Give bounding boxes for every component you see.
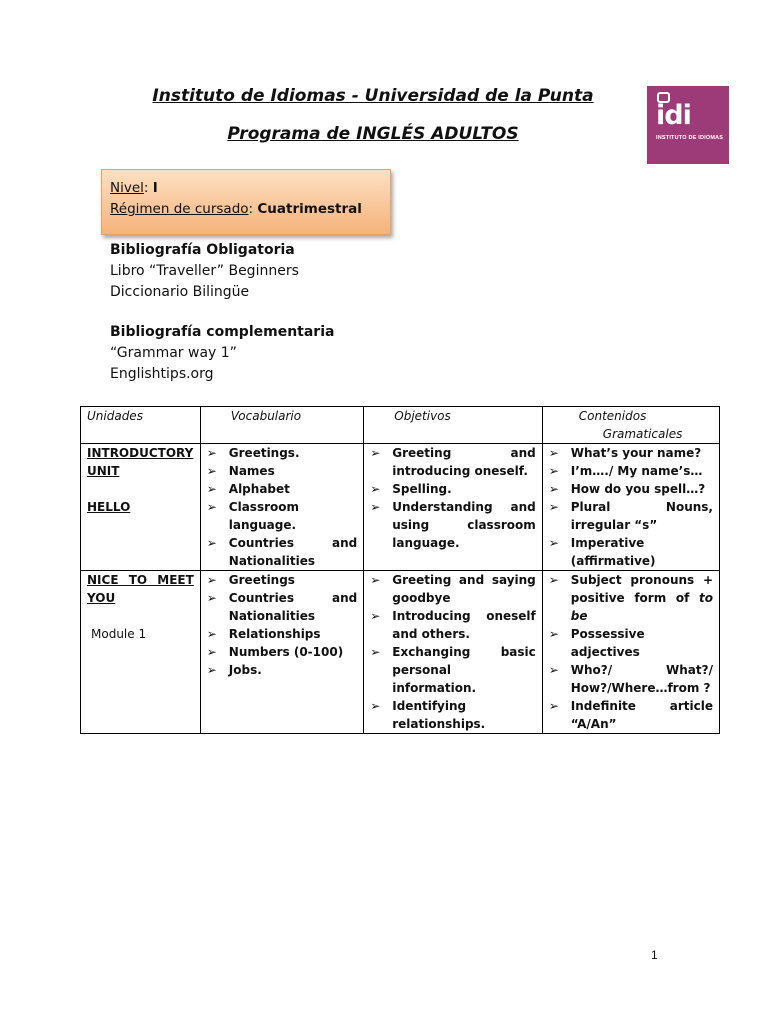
list-item: ➢ Alphabet — [207, 480, 357, 498]
grammar-text: Subject pronouns + positive form of — [570, 573, 713, 605]
list-item: ➢ Numbers (0-100) — [207, 643, 357, 661]
list-item: ➢ Countries and Nationalities — [207, 589, 357, 625]
mandatory-heading: Bibliografía Obligatoria — [110, 242, 295, 258]
list-item: ➢ Greeting and saying goodbye — [370, 571, 536, 607]
list-item: ➢ Identifying relationships. — [370, 697, 536, 733]
table-row — [81, 444, 720, 571]
document-title: Instituto de Idiomas - Universidad de la Punta — [152, 86, 594, 106]
bibliography-item: Englishtips.org — [110, 366, 214, 382]
vocabulary-cell — [200, 571, 363, 734]
objectives-cell — [364, 444, 543, 571]
grammar-cell — [542, 444, 719, 571]
list-item — [549, 571, 713, 625]
header-objectives: Objetivos — [364, 407, 543, 444]
header-grammar — [542, 407, 719, 444]
list-item: ➢ Greetings — [207, 571, 357, 589]
list-item: ➢ Plural Nouns, irregular “s” — [549, 498, 713, 534]
grammar-italic: to be — [570, 591, 713, 623]
list-item: ➢ Introducing oneself and others. — [370, 607, 536, 643]
table-header-row — [81, 407, 720, 444]
page-number: 1 — [651, 948, 658, 962]
objectives-cell — [364, 571, 543, 734]
list-item: ➢ Who?/ What?/ How?/Where…from ? — [549, 661, 713, 697]
unit-title: NICE TO MEET YOU — [87, 573, 194, 605]
bibliography-item: Diccionario Bilingüe — [110, 284, 250, 300]
logo-mark: idi — [656, 100, 691, 131]
list-item: ➢ Relationships — [207, 625, 357, 643]
unit-title: INTRODUCTORY UNIT — [87, 446, 194, 478]
header-grammar-line2: Gramaticales — [602, 427, 683, 441]
list-item: ➢ Understanding and using classroom language. — [370, 498, 536, 552]
unit-cell — [81, 571, 201, 734]
header-units: Unidades — [81, 407, 201, 444]
list-item: ➢ Countries and Nationalities — [207, 534, 357, 570]
list-item: ➢ Names — [207, 462, 357, 480]
regime-value: Cuatrimestral — [257, 201, 362, 217]
level-value: I — [152, 180, 158, 196]
mandatory-bibliography — [110, 240, 299, 303]
course-info-box — [101, 169, 391, 235]
regime-label: Régimen de cursado — [110, 201, 249, 217]
unit-subtitle: HELLO — [87, 500, 131, 514]
header-vocabulary: Vocabulario — [200, 407, 363, 444]
list-item: ➢ Greetings. — [207, 444, 357, 462]
logo-subtitle: INSTITUTO DE IDIOMAS — [656, 135, 724, 141]
list-item: ➢ I’m…./ My name’s… — [549, 462, 713, 480]
complementary-bibliography — [110, 322, 334, 385]
program-table — [80, 406, 720, 734]
list-item: ➢ Jobs. — [207, 661, 357, 679]
level-label: Nivel — [110, 180, 144, 196]
list-item: ➢ Exchanging basic personal information. — [370, 643, 536, 697]
grammar-cell — [542, 571, 719, 734]
institute-logo — [647, 86, 729, 164]
bibliography-item: “Grammar way 1” — [110, 345, 237, 361]
list-item: ➢ Greeting and introducing oneself. — [370, 444, 536, 480]
list-item: ➢ How do you spell…? — [549, 480, 713, 498]
list-item: ➢ Indefinite article “A/An” — [549, 697, 713, 733]
document-subtitle: Programa de INGLÉS ADULTOS — [227, 124, 519, 144]
vocabulary-cell — [200, 444, 363, 571]
list-item: ➢ Spelling. — [370, 480, 536, 498]
unit-subtitle: Module 1 — [91, 627, 147, 641]
bibliography-item: Libro “Traveller” Beginners — [110, 263, 299, 279]
table-row — [81, 571, 720, 734]
regime-line: Régimen de cursado: Cuatrimestral — [110, 201, 362, 217]
header-grammar-line1: Contenidos — [578, 409, 647, 423]
level-line: Nivel: I — [110, 180, 158, 196]
unit-cell — [81, 444, 201, 571]
list-item: ➢ Classroom language. — [207, 498, 357, 534]
list-item: ➢ Imperative (affirmative) — [549, 534, 713, 570]
list-item: ➢ What’s your name? — [549, 444, 713, 462]
list-item: ➢ Possessive adjectives — [549, 625, 713, 661]
complementary-heading: Bibliografía complementaria — [110, 324, 335, 340]
